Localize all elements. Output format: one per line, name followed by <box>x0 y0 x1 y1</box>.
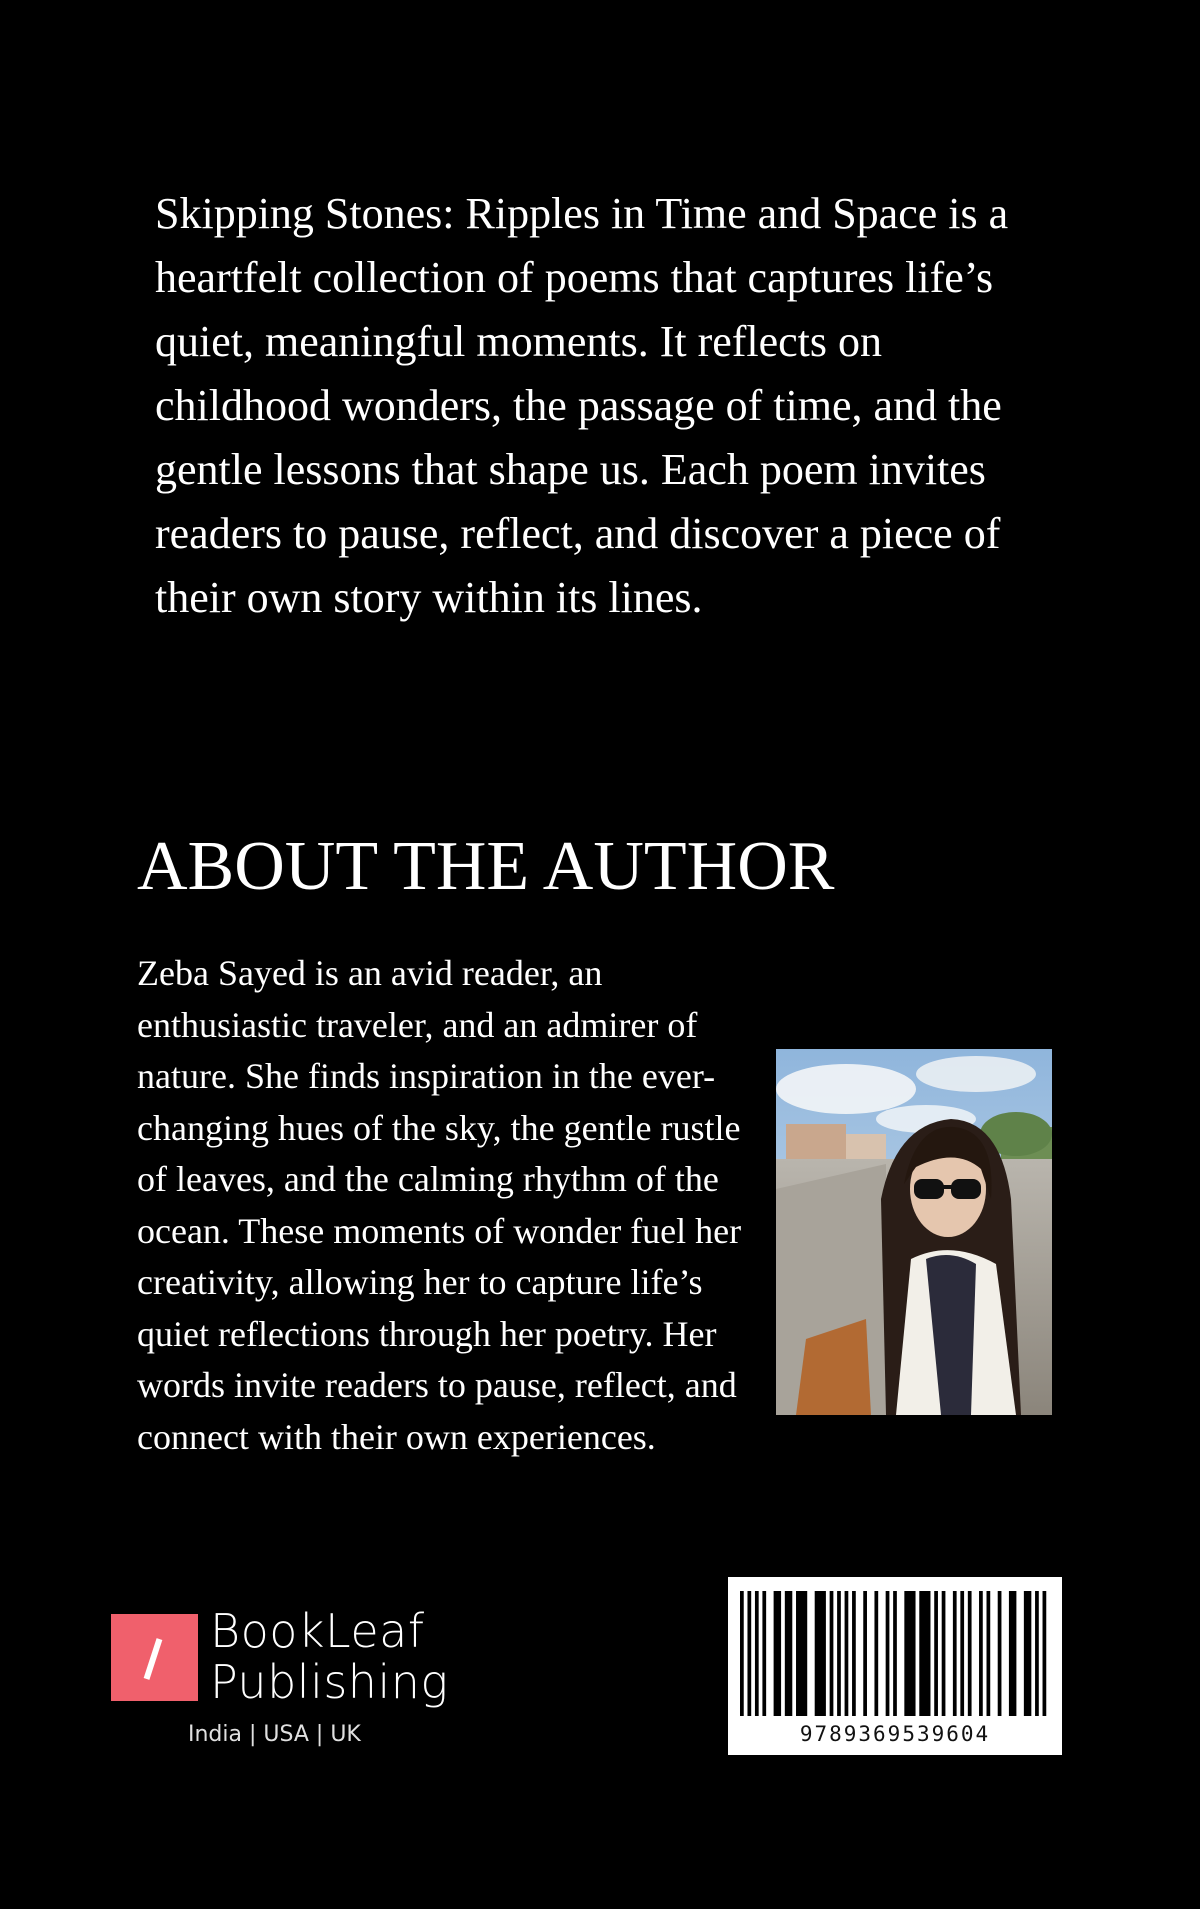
publisher-name <box>210 1606 449 1708</box>
barcode-bar <box>886 1591 890 1716</box>
barcode-bar <box>830 1591 834 1716</box>
barcode-bar <box>904 1591 915 1716</box>
barcode-bar <box>1043 1591 1047 1716</box>
slash-mark-icon <box>111 1614 198 1701</box>
author-photo <box>776 1049 1052 1415</box>
barcode-bar <box>979 1591 983 1716</box>
barcode-bar <box>762 1591 766 1716</box>
barcode-bar <box>968 1591 972 1716</box>
barcode-bar <box>953 1591 957 1716</box>
barcode-bar <box>774 1591 781 1716</box>
about-author-heading: ABOUT THE AUTHOR <box>137 828 835 905</box>
barcode-bar <box>755 1591 759 1716</box>
barcode-bar <box>796 1591 807 1716</box>
publisher-regions: India | USA | UK <box>188 1722 361 1747</box>
publisher-name-line1: BookLeaf <box>210 1604 425 1658</box>
book-blurb: Skipping Stones: Ripples in Time and Space is a heartfelt collection of poems that captures life’s quiet, meaningful moments. It reflects on childhood wonders, the passage of time, and the gentle lessons that shape us. Each poem invites readers to pause, reflect, and discover a piece of their own story within its lines. <box>155 189 1009 622</box>
barcode-bar <box>863 1591 867 1716</box>
barcode-bar <box>747 1591 751 1716</box>
isbn-barcode <box>728 1577 1062 1755</box>
publisher-name-line2: Publishing <box>210 1655 449 1709</box>
barcode-bar <box>1035 1591 1039 1716</box>
barcode-bars <box>740 1591 1050 1716</box>
barcode-bar <box>942 1591 946 1716</box>
barcode-bar <box>934 1591 938 1716</box>
barcode-bar <box>1024 1591 1031 1716</box>
barcode-bar <box>874 1591 878 1716</box>
barcode-bar <box>837 1591 841 1716</box>
author-bio: Zeba Sayed is an avid reader, an enthusiastic traveler, and an admirer of nature. She finds inspiration in the ever-changing hues of the sky, the gentle rustle of leaves, and the calming rhythm of the ocean. These moments of wonder fuel her creativity, allowing her to capture life’s quiet reflections through her poetry. Her words invite readers to pause, reflect, and connect with their own experiences. <box>137 953 742 1457</box>
barcode-bar <box>960 1591 964 1716</box>
barcode-bar <box>852 1591 856 1716</box>
barcode-bar <box>987 1591 991 1716</box>
barcode-bar <box>845 1591 849 1716</box>
barcode-bar <box>919 1591 930 1716</box>
barcode-bar <box>893 1591 897 1716</box>
barcode-bar <box>1009 1591 1016 1716</box>
publisher-logo <box>111 1604 451 1754</box>
isbn-number: 9789369539604 <box>799 1722 991 1746</box>
barcode-bar <box>740 1591 744 1716</box>
barcode-bar <box>785 1591 792 1716</box>
barcode-bar <box>815 1591 826 1716</box>
barcode-bar <box>998 1591 1002 1716</box>
